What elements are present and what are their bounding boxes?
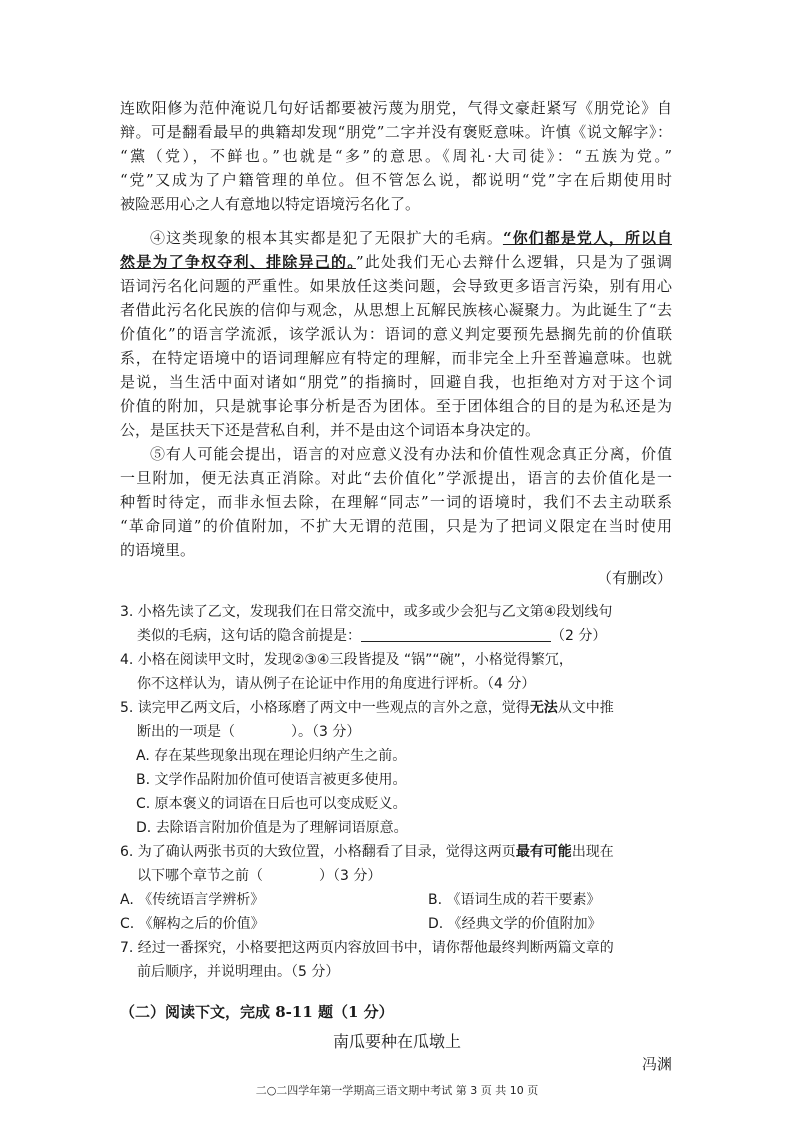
question-7-line-1: 7. 经过一番探究，小格要把这两页内容放回书中，请你帮他最终判断两篇文章的 <box>120 940 614 956</box>
para4-lead: ④这类现象的根本其实都是犯了无限扩大的毛病。 <box>150 229 503 247</box>
option-c: C. 原本褒义的词语在日后也可以变成贬义。 <box>136 796 407 812</box>
question-6-line-1 <box>120 840 672 864</box>
passage-line: 种暂时待定，而非永恒去除，在理解“同志”一词的语境时，我们不去主动联系 <box>120 493 672 511</box>
question-7-line-2: 前后顺序，并说明理由。（5 分） <box>137 964 340 980</box>
question-5-score: ）。（3 分） <box>291 724 361 740</box>
para4-line-1 <box>150 226 672 250</box>
question-3-prompt: 类似的毛病，这句话的隐含前提是： <box>137 628 361 644</box>
passage-line: 者借此污名化民族的信仰与观念，从思想上瓦解民族核心凝聚力。为此诞生了“去 <box>120 301 672 319</box>
passage-line: 价值化”的语言学流派，该学派认为：语词的意义判定要预先悬搁先前的价值联 <box>120 325 672 343</box>
passage-line: 一旦附加，便无法真正消除。对此“去价值化”学派提出，语言的去价值化是一 <box>120 469 672 487</box>
option-d: D. 去除语言附加价值是为了理解词语原意。 <box>136 820 408 836</box>
question-5-emphasis: 无法 <box>529 700 558 716</box>
option-a: A. 《传统语言学辨析》 <box>120 892 265 908</box>
para4-underlined-sentence-cont: 然是为了争权夺利、排除异己的。 <box>120 253 356 271</box>
question-4-line-1: 4. 小格在阅读甲文时，发现②③④三段皆提及 “锅”“碗”，小格觉得繁冗， <box>120 652 573 668</box>
passage-line: ⑤有人可能会提出，语言的对应意义没有办法和价值性观念真正分离，价值 <box>150 445 672 463</box>
passage-line: “革命同道”的价值附加，不扩大无谓的范围，只是为了把词义限定在当时使用 <box>120 517 672 535</box>
option-b: B. 文学作品附加价值可使语言被更多使用。 <box>136 772 407 788</box>
question-6-line-2 <box>137 864 672 888</box>
passage-line: 价值的附加，只是就事论事分析是否为团体。至于团体组合的目的是为私还是为 <box>120 397 672 415</box>
option-b: B. 《语词生成的若干要素》 <box>428 892 601 908</box>
passage-line: 的语境里。 <box>120 541 196 559</box>
passage-line: 系，在特定语境中的语词理解应有特定的理解，而非完全上升至普遍意味。也就 <box>120 349 672 367</box>
question-6-emphasis: 最有可能 <box>515 844 572 860</box>
question-5-text: 断出的一项是（ <box>137 724 235 740</box>
para4-line-2 <box>120 250 672 274</box>
question-6-text: 以下哪个章节之前（ <box>137 868 263 884</box>
option-d: D. 《经典文学的价值附加》 <box>428 916 602 932</box>
passage-line: “党”又成为了户籍管理的单位。但不管怎么说，都说明“党”字在后期使用时 <box>120 171 672 189</box>
question-4-line-2: 你不这样认为，请从例子在论证中作用的角度进行评析。（4 分） <box>137 676 536 692</box>
passage-line: “黨（党），不鲜也。”也就是“多”的意思。《周礼·大司徒》：“五族为党。” <box>120 147 672 165</box>
question-5-text-cont: 从文中推 <box>557 700 614 716</box>
option-a: A. 存在某些现象出现在理论归纳产生之前。 <box>136 748 407 764</box>
question-3-score: （2 分） <box>551 628 607 644</box>
question-3-line-1: 3. 小格先读了乙文，发现我们在日常交流中，或多或少会犯与乙文第④段划线句 <box>120 604 613 620</box>
passage-line: 是说，当生活中面对诸如“朋党”的指摘时，回避自我，也拒绝对方对于这个词 <box>120 373 672 391</box>
answer-blank[interactable] <box>361 626 551 642</box>
question-6-text-cont: 出现在 <box>571 844 614 860</box>
passage-line: 辩。可是翻看最早的典籍却发现“朋党”二字并没有褒贬意味。许慎《说文解字》： <box>120 123 672 141</box>
question-5-line-1 <box>120 696 672 720</box>
para4-after: ”此处我们无心去辩什么逻辑，只是为了强调 <box>355 253 672 271</box>
question-3-line-2 <box>137 624 672 648</box>
passage-line: 被险恶用心之人有意地以特定语境污名化了。 <box>120 195 421 213</box>
question-5-line-2 <box>137 720 672 744</box>
option-c: C. 《解构之后的价值》 <box>120 916 265 932</box>
passage-line: 语词污名化问题的严重性。如果放任这类问题，会导致更多语言污染，别有用心 <box>120 277 672 295</box>
passage-line: 公，是匡扶天下还是营私自利，并不是由这个词语本身决定的。 <box>120 421 541 439</box>
section-heading: （二）阅读下文，完成 8-11 题（1 分） <box>120 1003 394 1021</box>
question-6-score: ）（3 分） <box>319 868 382 884</box>
para4-underlined-sentence: “你们都是党人，所以自 <box>502 229 672 247</box>
passage-line: 连欧阳修为范仲淹说几句好话都要被污蔑为朋党，气得文豪赶紧写《朋党论》自 <box>120 99 672 117</box>
question-6-text: 6. 为了确认两张书页的大致位置，小格翻看了目录，觉得这两页 <box>120 844 516 860</box>
article-title: 南瓜要种在瓜墩上 <box>332 1032 461 1051</box>
article-author: 冯渊 <box>641 1055 672 1073</box>
source-note: （有删改） <box>596 569 672 587</box>
question-5-text: 5. 读完甲乙两文后，小格琢磨了两文中一些观点的言外之意，觉得 <box>120 700 530 716</box>
page-footer: 二○二四学年第一学期高三语文期中考试 第 3 页 共 10 页 <box>255 1084 539 1097</box>
